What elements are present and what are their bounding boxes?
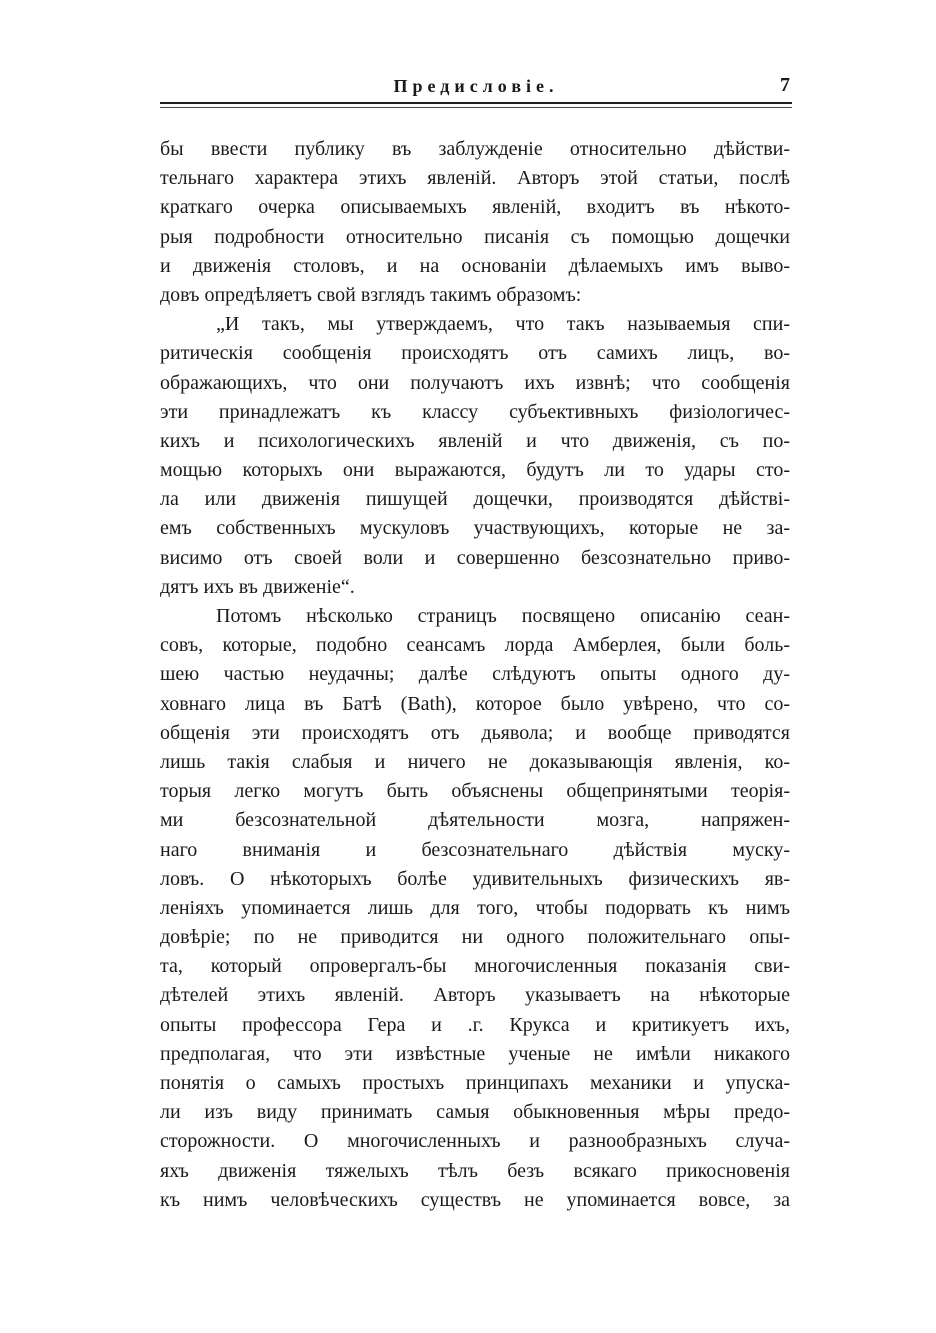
text-line: Потомъ нѣсколько страницъ посвящено описанію сеан-	[216, 605, 790, 627]
text-line: сторожности. О многочисленныхъ и разнообразныхъ случа-	[160, 1130, 790, 1153]
text-line: „И такъ, мы утверждаемъ, что такъ называемыя спи-	[216, 313, 790, 336]
text-line: ритическія сообщенія происходятъ отъ самихъ лицъ, во-	[160, 342, 790, 365]
text-line: кихъ и психологическихъ явленій и что движенія, съ по-	[160, 429, 790, 452]
text-line: висимо отъ своей воли и совершенно безсознательно приво-	[160, 546, 790, 569]
text-line: эти принадлежатъ къ классу субъективныхъ физіологичес-	[160, 400, 790, 423]
text-line: совъ, которые, подобно сеансамъ лорда Амберлея, были боль-	[160, 634, 790, 657]
text-line: рыя подробности относительно писанія съ помощью дощечки	[160, 225, 790, 248]
text-line: довъ опредѣляетъ свой взглядъ такимъ образомъ:	[160, 283, 582, 306]
text-line: яхъ движенія тяжелыхъ тѣлъ безъ всякаго прикосновенія	[160, 1159, 790, 1182]
text-line: довѣріе; по не приводится ни одного положительнаго опы-	[160, 926, 790, 949]
text-line: лишь такія слабыя и ничего не доказывающія явленія, ко-	[160, 750, 790, 773]
text-line: опыты профессора Гера и .г. Крукса и критикуетъ ихъ,	[160, 1013, 790, 1036]
text-line: предполагая, что эти извѣстные ученые не имѣли никакого	[160, 1042, 790, 1065]
text-line: шею частью неудачны; далѣе слѣдуютъ опыты одного ду-	[160, 663, 790, 686]
text-line: къ нимъ человѣческихъ существъ не упоминается вовсе, за	[160, 1188, 790, 1211]
text-line: ли изъ виду принимать самыя обыкновенныя мѣры предо-	[160, 1101, 790, 1124]
text-line: торыя легко могутъ быть объяснены общепринятыми теорія-	[160, 780, 790, 803]
text-line: емъ собственныхъ мускуловъ участвующихъ, которые не за-	[160, 517, 790, 540]
text-line: леніяхъ упоминается лишь для того, чтобы подорвать къ нимъ	[160, 896, 790, 919]
text-line: ховнаго лица въ Батѣ (Bath), которое было увѣрено, что со-	[160, 692, 790, 715]
text-line: дѣтелей этихъ явленій. Авторъ указываетъ на нѣкоторые	[160, 984, 790, 1007]
running-title: Предисловіе.	[393, 76, 559, 96]
text-line: общенія эти происходятъ отъ дьявола; и вообще приводятся	[160, 721, 790, 744]
text-line: ла или движенія пишущей дощечки, производятся дѣйстві-	[160, 488, 790, 511]
body-text	[160, 135, 790, 1215]
text-line: мощью которыхъ они выражаются, будутъ ли то удары сто-	[160, 459, 790, 482]
text-line: ловъ. О нѣкоторыхъ болѣе удивительныхъ физическихъ яв-	[160, 867, 790, 890]
text-line: дятъ ихъ въ движеніе“.	[160, 575, 355, 598]
running-head	[160, 76, 792, 100]
text-line: понятія о самыхъ простыхъ принципахъ механики и упуска-	[160, 1072, 790, 1094]
header-rule-thin	[160, 107, 792, 108]
page-number: 7	[780, 74, 790, 96]
header-rule	[160, 102, 792, 104]
text-line: краткаго очерка описываемыхъ явленій, входитъ въ нѣкото-	[160, 196, 790, 219]
text-line: ми безсознательной дѣятельности мозга, напряжен-	[160, 809, 790, 832]
text-line: та, который опровергалъ-бы многочисленныя показанія сви-	[160, 955, 790, 978]
text-line: тельнаго характера этихъ явленій. Авторъ этой статьи, послѣ	[160, 167, 790, 190]
text-line: наго вниманія и безсознательнаго дѣйствія муску-	[160, 838, 790, 861]
text-line: и движенія столовъ, и на основаніи дѣлаемыхъ имъ выво-	[160, 254, 790, 277]
text-line: бы ввести публику въ заблужденіе относительно дѣйстви-	[160, 138, 790, 160]
text-line: ображающихъ, что они получаютъ ихъ извнѣ; что сообщенія	[160, 371, 790, 394]
